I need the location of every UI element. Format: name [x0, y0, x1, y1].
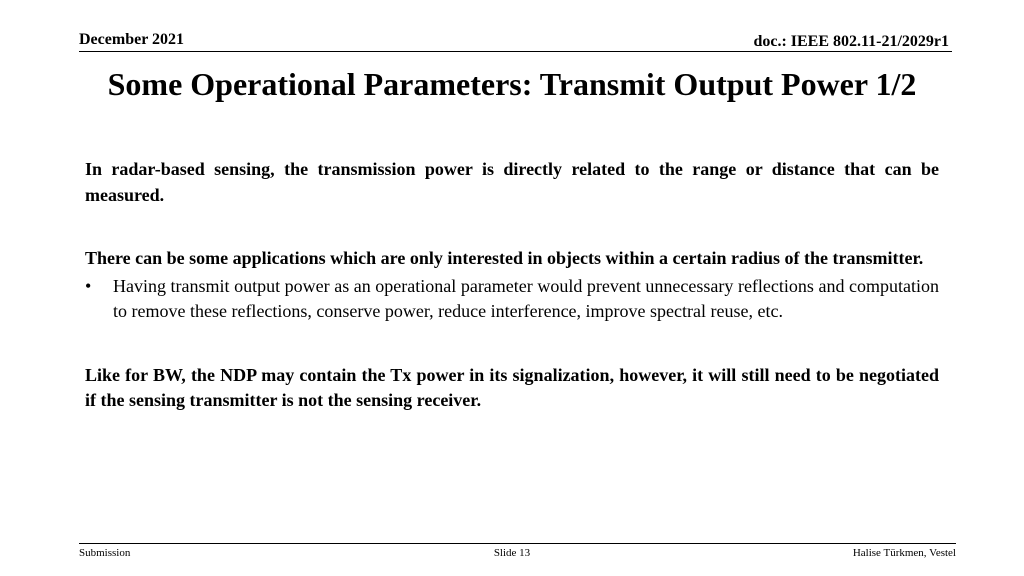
bullet-dot-icon: •	[85, 275, 92, 296]
footer-divider	[79, 543, 956, 544]
footer-submission: Submission	[79, 547, 131, 559]
footer-author: Halise Türkmen, Vestel	[852, 547, 956, 559]
paragraph-radar-range: In radar-based sensing, the transmission power is directly related to the range or distance that can be measured.	[85, 159, 939, 205]
paragraph-ndp-tx-power: Like for BW, the NDP may contain the Tx power in its signalization, however, it will still need to be negotiated if the sensing transmitter is not the sensing receiver.	[85, 364, 939, 410]
footer-slide-number: Slide 13	[493, 547, 531, 559]
header-doc-id: doc.: IEEE 802.11-21/2029r1	[753, 33, 949, 50]
paragraph-applications: There can be some applications which are only interested in objects within a certain radius of the transmitter.	[85, 248, 924, 268]
bullet-text: Having transmit output power as an operational parameter would prevent unnecessary reflections and computation to remove these reflections, conserve power, reduce interference, improve spectral reuse, etc.	[113, 275, 939, 321]
slide-title: Some Operational Parameters: Transmit Output Power 1/2	[107, 66, 917, 102]
slide-body	[85, 157, 939, 414]
bullet-item	[85, 274, 939, 325]
header-divider	[79, 51, 952, 52]
header-date: December 2021	[79, 31, 184, 48]
